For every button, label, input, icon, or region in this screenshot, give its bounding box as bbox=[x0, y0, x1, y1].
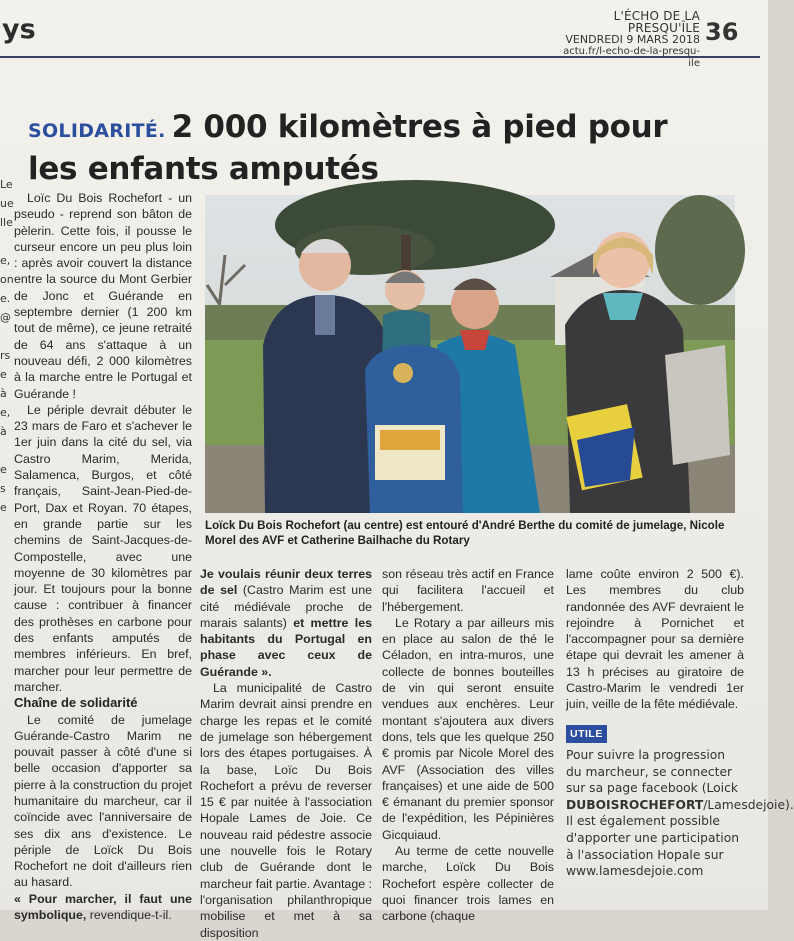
publication-name: L'ÉCHO DE LA PRESQU'ÎLE bbox=[613, 9, 700, 35]
article-headline bbox=[28, 108, 748, 188]
utile-info bbox=[566, 747, 794, 880]
publication-url: actu.fr/l-echo-de-la-presqu-ile bbox=[563, 46, 700, 69]
cut-line: on bbox=[0, 273, 14, 286]
cut-line: e bbox=[0, 501, 7, 514]
photo-caption: Loïck Du Bois Rochefort (au centre) est entouré d'André Berthe du comité de jumelage, Nicole Morel des AVF et Catherine Bailhache du Rotary bbox=[205, 519, 725, 547]
paragraph bbox=[200, 566, 372, 680]
paragraph: Le périple devrait débuter le 23 mars de Faro et s'achever le 1er juin dans la cité du sel, via Castro Marim, Merida, Salamenca, Burgos, et côté français, Saint-Jean-Pied-de-Port, Dax et Royan. 70 étapes, en grande partie sur les chemins de Saint-Jacques-de-Compostelle, avec une moyenne de 30 kilomètres par jour. Et toujours pour la bonne cause : contribuer à financer des prothèses en carbone pour des enfants amputés de membres inférieurs. En bref, marcher pour leur permettre de marcher. bbox=[14, 402, 192, 694]
cut-line: à bbox=[0, 387, 7, 400]
paragraph: Loïc Du Bois Rochefort - un pseudo - reprend son bâton de pèlerin. Cette fois, il pousse le curseur encore un peu plus loin : après avoir couvert la distance entre la source du Mont Gerbier de Jonc et Guérande en septembre dernier (1 200 km tout de même), ce jeune retraité de 64 ans s'attaque à un nouveau défi, 2 000 kilomètres à la marche entre le Portugal et Guérande ! bbox=[14, 191, 192, 401]
article-photo bbox=[205, 195, 735, 513]
cut-line: lle bbox=[0, 216, 13, 229]
paragraph: son réseau très actif en France qui facilitera l'accueil et l'hébergement. bbox=[382, 567, 554, 614]
article-column-3 bbox=[382, 566, 554, 925]
paragraph: Au terme de cette nouvelle marche, Loïck Du Bois Rochefort espère collecter de quoi financer trois lames en carbone (chaque bbox=[382, 844, 554, 924]
cut-line bbox=[0, 327, 14, 346]
cut-line: @ bbox=[0, 311, 11, 324]
quote-aside: (Castro Marim est une cité médiévale proche de marais salants) bbox=[200, 583, 372, 630]
utile-badge: UTILE bbox=[566, 725, 607, 743]
quote: Je voulais réunir deux terres de sel bbox=[200, 567, 372, 598]
utile-text: /Lamesdejoie). Il est également possible d'apporter une participation à l'association Hopale sur www.lamesdejoie.com bbox=[566, 797, 794, 879]
cut-line: e, bbox=[0, 254, 11, 267]
paragraph: Le Rotary a par ailleurs mis en place au salon de thé le Céladon, en intra-muros, une collecte de bonnes bouteilles de vin qui seront ensuite vendues aux enchères. Leur montant s'ajoutera aux divers dons, tels que les quelque 250 € promis par Nicole Morel des AVF (Association des villes françaises) et une aide de 500 € émanant du premier sponsor de l'expédition, les Pépinières Gicquiaud. bbox=[382, 615, 554, 842]
section-fragment: ys bbox=[2, 14, 36, 45]
subheading: Chaîne de solidarité bbox=[14, 695, 138, 711]
cut-line: e bbox=[0, 463, 7, 476]
paragraph: La municipalité de Castro Marim devrait ainsi prendre en charge les repas et le comité de jumelage son hébergement lors des étapes portugaises. À la base, Loïc Du Bois Rochefort a prévu de reverser 15 € par nuitée à l'association Hopale Lames de Joie. Ce nouveau raid pédestre associe une nouvelle fois le Rotary club de Guérande dont le marcheur fait partie. Avantage : l'organisation philanthropique mobilise et met à sa disposition bbox=[200, 681, 372, 940]
article-column-4 bbox=[566, 566, 794, 880]
quote: « Pour marcher, il faut une symbolique, bbox=[14, 891, 192, 923]
paragraph-text: Le comité de jumelage Guérande-Castro Marim ne pouvait passer à côté d'une si belle occasion d'apporter sa pierre à la construction du projet humanitaire du marcheur, car il coïncide avec l'anniversaire de ses dix ans d'existence. Le périple de Loïck Du Bois Rochefort ne doit d'ailleurs rien au hasard. bbox=[14, 712, 192, 890]
photo-illustration bbox=[205, 195, 735, 513]
cut-line: e bbox=[0, 368, 7, 381]
cut-line: ue bbox=[0, 197, 14, 210]
headline-kicker: SOLIDARITÉ. bbox=[28, 120, 166, 142]
cut-line bbox=[0, 232, 14, 251]
cut-line: Le bbox=[0, 178, 13, 191]
quote-attribution: revendique-t-il. bbox=[86, 908, 172, 923]
cut-line: s bbox=[0, 482, 6, 495]
headline-line-1: 2 000 kilomètres à pied pour bbox=[171, 109, 668, 145]
article-column-2 bbox=[200, 566, 372, 941]
publication-date: VENDREDI 9 MARS 2018 bbox=[565, 33, 700, 46]
cut-line: e. bbox=[0, 292, 11, 305]
cut-line: e, bbox=[0, 406, 11, 419]
publication-block bbox=[560, 10, 700, 70]
utile-text: Pour suivre la progression du marcheur, se connecter sur sa page facebook (Loick bbox=[566, 747, 738, 796]
article-column-1 bbox=[14, 190, 192, 923]
paragraph: lame coûte environ 2 500 €). Les membres du club randonnée des AVF devraient le rejoindre à Pornichet et l'accompagner pour sa dernière étape qui devrait les amener à 13 h précises au giratoire de Castro-Marim le vendredi 1er juin, veille de la fête médiévale. bbox=[566, 567, 744, 712]
page-number: 36 bbox=[705, 18, 739, 46]
cut-line bbox=[0, 441, 14, 460]
cut-line: rs bbox=[0, 349, 11, 362]
headline-line-2: les enfants amputés bbox=[28, 151, 379, 187]
cut-line: à bbox=[0, 425, 7, 438]
facebook-handle: DUBOISROCHEFORT bbox=[566, 797, 704, 812]
paragraph bbox=[14, 712, 192, 924]
quote: et mettre les habitants du Portugal en phase avec ceux de Guérande ». bbox=[200, 615, 372, 679]
cut-off-column bbox=[0, 175, 14, 517]
